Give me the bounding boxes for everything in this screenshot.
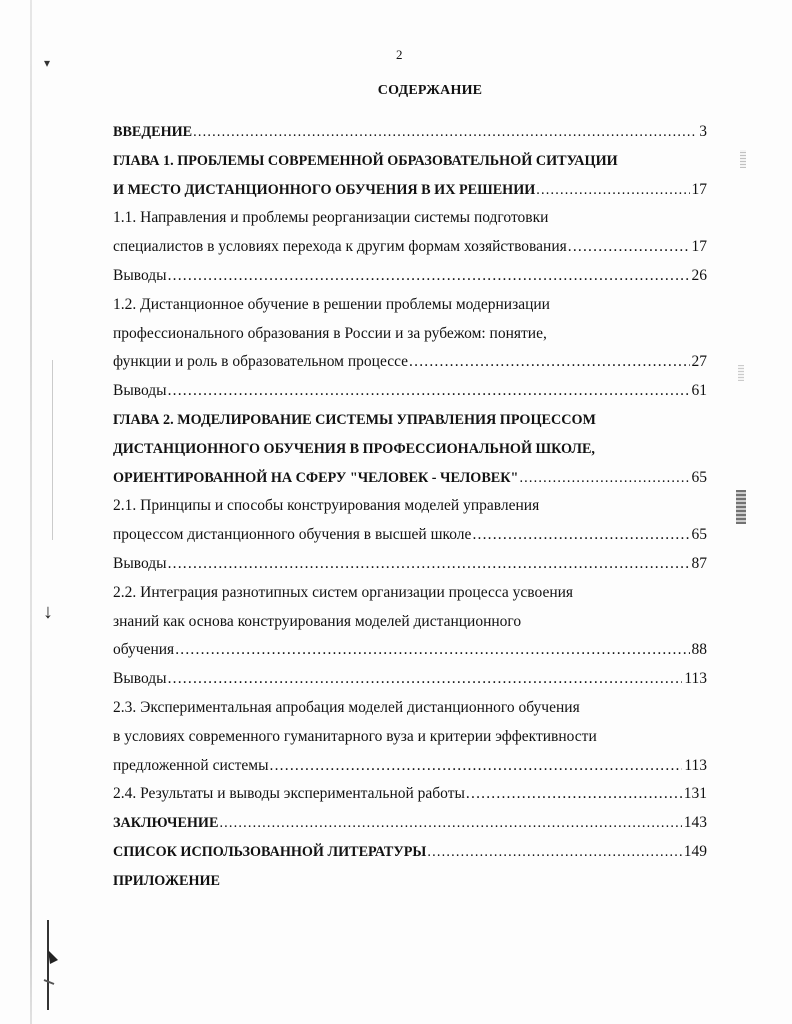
toc-page-number: 88 (691, 641, 707, 659)
toc-page-number: 65 (691, 526, 707, 544)
toc-page-number: 3 (699, 123, 707, 140)
scan-arrow-mark: ↓ (43, 601, 53, 623)
toc-leader-dots (168, 665, 683, 694)
toc-entry (113, 752, 707, 781)
toc-entry (113, 809, 707, 838)
toc-entry (113, 867, 707, 896)
toc-entry-line (113, 608, 707, 637)
scan-edge-shadow (30, 0, 32, 1024)
scan-noise-right-mid (738, 365, 744, 381)
toc-leader-dots (568, 233, 690, 262)
toc-entry-text: знаний как основа конструирования моделей дистанционного (113, 612, 522, 630)
toc-entry-text: Выводы (113, 382, 167, 400)
toc-entry-text: ВВЕДЕНИЕ (113, 124, 193, 140)
toc-entry-text: в условиях современного гуманитарного вуза и критерии эффективности (113, 727, 597, 745)
toc-entry-text: 2.3. Экспериментальная апробация моделей дистанционного обучения (113, 698, 580, 716)
toc-entry-text: И МЕСТО ДИСТАНЦИОННОГО ОБУЧЕНИЯ В ИХ РЕШЕНИИ (113, 181, 536, 198)
toc-entry-text: процессом дистанционного обучения в высшей школе (113, 526, 472, 544)
toc-entry-text: 1.2. Дистанционное обучение в решении проблемы модернизации (113, 295, 550, 313)
toc-entry-line (113, 694, 707, 723)
scan-edge-line (52, 360, 53, 540)
toc-leader-dots (193, 118, 697, 147)
toc-page-number: 113 (684, 670, 707, 688)
page-number: 2 (396, 47, 403, 62)
toc-entry (113, 262, 707, 291)
toc-leader-dots (168, 262, 690, 291)
toc-entry-text: ПРИЛОЖЕНИЕ (113, 872, 221, 889)
toc-entry-text: ДИСТАНЦИОННОГО ОБУЧЕНИЯ В ПРОФЕССИОНАЛЬНОЙ ШКОЛЕ, (113, 440, 595, 457)
toc-entry (113, 233, 707, 262)
toc-entry-text: ЗАКЛЮЧЕНИЕ (113, 815, 219, 832)
toc-entry (113, 521, 707, 550)
toc-entry-text: 2.2. Интеграция разнотипных систем организации процесса усвоения (113, 583, 574, 601)
toc-entry-line (113, 492, 707, 521)
toc-entry-text: ОРИЕНТИРОВАННОЙ НА СФЕРУ "ЧЕЛОВЕК - ЧЕЛОВЕК" (113, 469, 519, 486)
toc-page-number: 131 (683, 785, 707, 803)
toc-entry-line (113, 147, 707, 176)
toc-entry (113, 348, 707, 377)
toc-leader-dots (519, 464, 689, 493)
toc-entry-text: СПИСОК ИСПОЛЬЗОВАННОЙ ЛИТЕРАТУРЫ (113, 843, 427, 860)
toc-entry-line (113, 723, 707, 752)
toc-entry-text: профессионального образования в России и за рубежом: понятие, (113, 324, 547, 342)
toc-leader-dots (427, 838, 681, 867)
toc-entry-text: ГЛАВА 1. ПРОБЛЕМЫ СОВРЕМЕННОЙ ОБРАЗОВАТЕЛЬНОЙ СИТУАЦИИ (113, 152, 618, 169)
toc-entry (113, 377, 707, 406)
toc-leader-dots (270, 752, 683, 781)
page-title: СОДЕРЖАНИЕ (377, 83, 483, 98)
toc-entry (113, 176, 707, 205)
toc-page-number: 17 (691, 180, 707, 198)
toc-entry-line (113, 204, 707, 233)
toc-entry-text: 1.1. Направления и проблемы реорганизации системы подготовки (113, 209, 549, 227)
table-of-contents (113, 118, 707, 896)
toc-entry-text: Выводы (113, 670, 167, 688)
toc-entry-line (113, 406, 707, 435)
toc-page-number: 17 (691, 238, 707, 256)
toc-entry-text: ГЛАВА 2. МОДЕЛИРОВАНИЕ СИСТЕМЫ УПРАВЛЕНИЯ ПРОЦЕССОМ (113, 411, 596, 428)
toc-leader-dots (536, 176, 689, 205)
toc-entry-line (113, 291, 707, 320)
toc-entry (113, 838, 707, 867)
toc-entry (113, 550, 707, 579)
toc-entry (113, 665, 707, 694)
toc-entry-text: Выводы (113, 554, 167, 572)
toc-page-number: 149 (683, 842, 707, 860)
scan-mark-bottom (38, 920, 60, 1010)
toc-entry-line (113, 320, 707, 349)
toc-entry (113, 464, 707, 493)
toc-leader-dots (175, 636, 689, 665)
toc-page-number: 27 (691, 353, 707, 371)
toc-page-number: 61 (691, 382, 707, 400)
scan-mark-top: ▾ (44, 56, 51, 70)
toc-page-number: 113 (684, 756, 707, 774)
toc-entry-text: 2.4. Результаты и выводы экспериментальной работы (113, 785, 465, 803)
toc-leader-dots (168, 377, 690, 406)
toc-page-number: 65 (691, 468, 707, 486)
toc-entry-line (113, 435, 707, 464)
toc-entry-text: специалистов в условиях перехода к другим формам хозяйствования (113, 238, 567, 256)
toc-page-number: 26 (691, 266, 707, 284)
scan-noise-right (736, 490, 746, 524)
toc-leader-dots (409, 348, 689, 377)
toc-entry-text: Выводы (113, 266, 167, 284)
toc-entry (113, 780, 707, 809)
toc-page-number: 87 (691, 554, 707, 572)
toc-entry (113, 636, 707, 665)
toc-entry-text: функции и роль в образовательном процессе (113, 353, 409, 371)
toc-leader-dots (168, 550, 690, 579)
toc-page-number: 143 (683, 814, 707, 832)
toc-entry-text: предложенной системы (113, 756, 269, 774)
toc-entry (113, 118, 707, 147)
toc-entry-text: 2.1. Принципы и способы конструирования моделей управления (113, 497, 540, 515)
toc-entry-text: обучения (113, 641, 175, 659)
toc-leader-dots (466, 780, 682, 809)
scan-noise-right-top (740, 150, 746, 168)
toc-leader-dots (472, 521, 689, 550)
toc-leader-dots (219, 809, 681, 838)
toc-entry-line (113, 579, 707, 608)
